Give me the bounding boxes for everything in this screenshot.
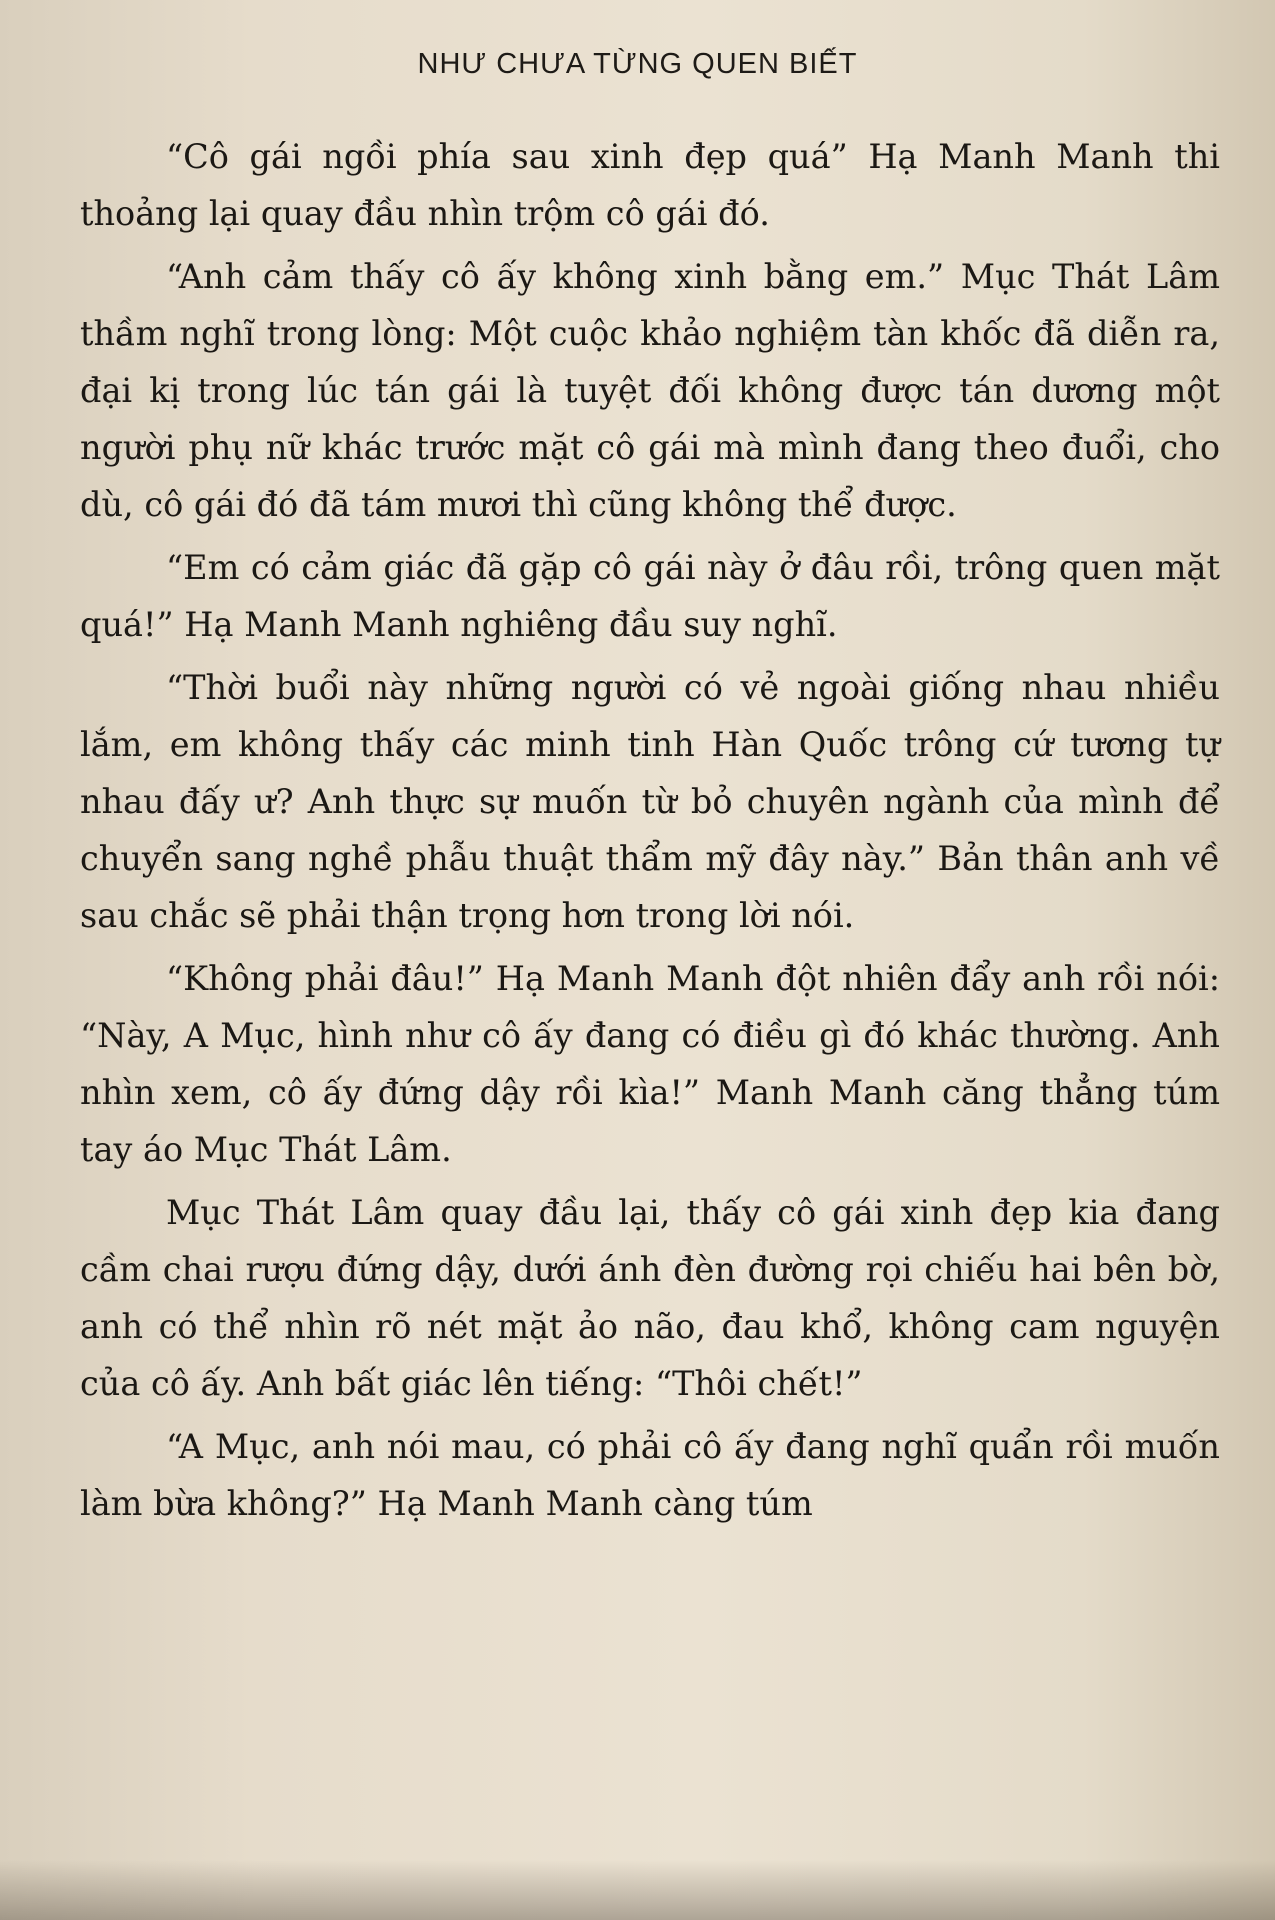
paragraph: “Em có cảm giác đã gặp cô gái này ở đâu rồi, trông quen mặt quá!” Hạ Manh Manh nghiêng đầu suy nghĩ. (80, 548, 1220, 644)
paragraph: “Không phải đâu!” Hạ Manh Manh đột nhiên đẩy anh rồi nói: “Này, A Mục, hình như cô ấy đang có điều gì đó khác thường. Anh nhìn xem, cô ấy đứng dậy rồi kìa!” Manh Manh căng thẳng túm tay áo Mục Thát Lâm. (80, 959, 1220, 1169)
paragraph: Mục Thát Lâm quay đầu lại, thấy cô gái xinh đẹp kia đang cầm chai rượu đứng dậy, dưới ánh đèn đường rọi chiếu hai bên bờ, anh có thể nhìn rõ nét mặt ảo não, đau khổ, không cam nguyện của cô ấy. Anh bất giác lên tiếng: “Thôi chết!” (80, 1193, 1220, 1403)
body-text (80, 128, 1220, 1538)
paragraph: “A Mục, anh nói mau, có phải cô ấy đang nghĩ quẩn rồi muốn làm bừa không?” Hạ Manh Manh càng túm (80, 1427, 1220, 1523)
paragraph: “Cô gái ngồi phía sau xinh đẹp quá” Hạ Manh Manh thi thoảng lại quay đầu nhìn trộm cô gái đó. (80, 137, 1220, 233)
paragraph: “Anh cảm thấy cô ấy không xinh bằng em.” Mục Thát Lâm thầm nghĩ trong lòng: Một cuộc khảo nghiệm tàn khốc đã diễn ra, đại kị trong lúc tán gái là tuyệt đối không được tán dương một người phụ nữ khác trước mặt cô gái mà mình đang theo đuổi, cho dù, cô gái đó đã tám mươi thì cũng không thể được. (80, 257, 1220, 524)
paragraph: “Thời buổi này những người có vẻ ngoài giống nhau nhiều lắm, em không thấy các minh tinh Hàn Quốc trông cứ tương tự nhau đấy ư? Anh thực sự muốn từ bỏ chuyên ngành của mình để chuyển sang nghề phẫu thuật thẩm mỹ đây này.” Bản thân anh về sau chắc sẽ phải thận trọng hơn trong lời nói. (80, 668, 1220, 935)
running-header: NHƯ CHƯA TỪNG QUEN BIẾT (417, 48, 858, 80)
